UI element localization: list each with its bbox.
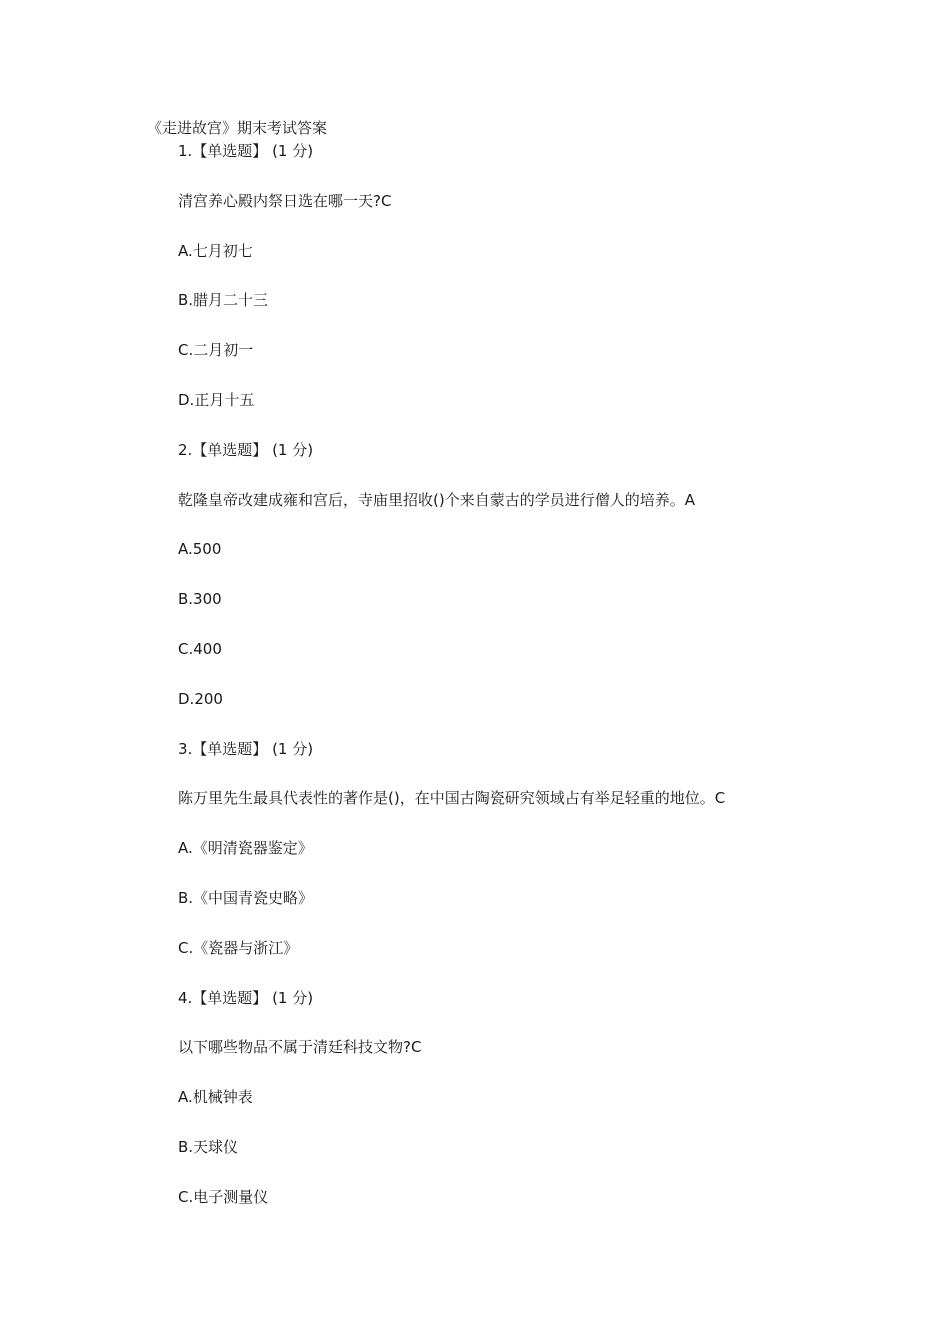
- question-3-header: 3.【单选题】 (1 分): [178, 739, 314, 758]
- question-4-option-a: A.机械钟表: [178, 1088, 253, 1107]
- question-2-option-a: A.500: [178, 540, 222, 559]
- question-4-option-c: C.电子测量仪: [178, 1187, 269, 1206]
- question-2-option-c: C.400: [178, 639, 222, 658]
- question-4-option-b: B.天球仪: [178, 1137, 239, 1156]
- question-3-stem: 陈万里先生最具代表性的著作是()，在中国古陶瓷研究领域占有举足轻重的地位。C: [178, 789, 726, 808]
- question-1-stem: 清宫养心殿内祭日选在哪一天?C: [178, 191, 392, 210]
- question-2-header: 2.【单选题】 (1 分): [178, 440, 314, 459]
- question-list: [178, 140, 918, 1236]
- question-1-option-d: D.正月十五: [178, 390, 255, 409]
- question-1-header: 1.【单选题】 (1 分): [178, 142, 314, 160]
- question-4-header: 4.【单选题】 (1 分): [178, 988, 314, 1007]
- question-3-option-c: C.《瓷器与浙江》: [178, 938, 299, 957]
- question-4-stem: 以下哪些物品不属于清廷科技文物?C: [178, 1038, 422, 1057]
- question-1-option-b: B.腊月二十三: [178, 291, 269, 310]
- question-2-stem: 乾隆皇帝改建成雍和宫后，寺庙里招收()个来自蒙古的学员进行僧人的培养。A: [178, 490, 695, 509]
- question-3-option-a: A.《明清瓷器鉴定》: [178, 839, 313, 858]
- document-title: 《走进故宫》期末考试答案: [147, 119, 328, 137]
- question-2-option-d: D.200: [178, 689, 223, 708]
- question-1-option-a: A.七月初七: [178, 241, 253, 260]
- question-2-option-b: B.300: [178, 590, 222, 609]
- question-1-option-c: C.二月初一: [178, 341, 254, 360]
- question-3-option-b: B.《中国青瓷史略》: [178, 888, 314, 907]
